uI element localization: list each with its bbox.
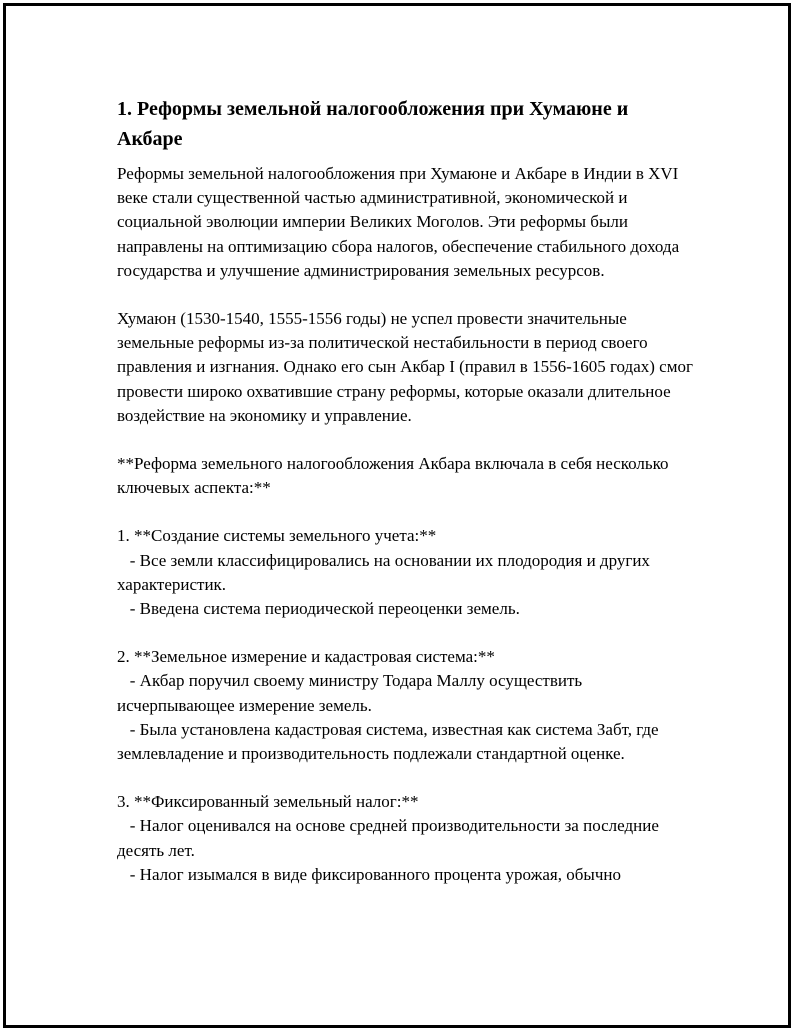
list-item: - Налог изымался в виде фиксированного процента урожая, обычно xyxy=(117,864,621,884)
section-heading: 2. **Земельное измерение и кадастровая система:** xyxy=(117,647,495,667)
list-item: - Введена система периодической переоценки земель. xyxy=(117,599,520,619)
document-body xyxy=(117,94,697,887)
paragraph: **Реформа земельного налогообложения Акбара включала в себя несколько ключевых аспекта:** xyxy=(117,454,669,498)
paragraph: Хумаюн (1530-1540, 1555-1556 годы) не успел провести значительные земельные реформы из-за политической нестабильности в период своего правления и изгнания. Однако его сын Акбар I (правил в 1556-1605 годах) смог провести широко охватившие страну реформы, которые оказали длительное воздействие на экономику и управление. xyxy=(117,309,693,425)
spacer xyxy=(117,766,697,790)
spacer xyxy=(117,283,697,307)
paragraph: Реформы земельной налогообложения при Хумаюне и Акбаре в Индии в XVI веке стали существенной частью административной, экономической и социальной эволюции империи Великих Моголов. Эти реформы были направлены на оптимизацию сбора налогов, обеспечение стабильного дохода государства и улучшение администрирования земельных ресурсов. xyxy=(117,164,680,280)
spacer xyxy=(117,500,697,524)
list-item: - Была установлена кадастровая система, известная как система Забт, где землевладение и производительность подлежали стандартной оценке. xyxy=(117,719,663,764)
section-heading: 3. **Фиксированный земельный налог:** xyxy=(117,792,419,812)
document-title: 1. Реформы земельной налогообложения при Хумаюне и Акбаре xyxy=(117,98,629,150)
spacer xyxy=(117,621,697,645)
section-heading: 1. **Создание системы земельного учета:** xyxy=(117,526,437,546)
list-item: - Все земли классифицировались на основании их плодородия и других характеристик. xyxy=(117,550,655,594)
list-item: - Акбар поручил своему министру Тодара Маллу осуществить исчерпывающее измерение земель. xyxy=(117,671,587,715)
list-item: - Налог оценивался на основе средней производительности за последние десять лет. xyxy=(117,816,664,860)
spacer xyxy=(117,428,697,452)
